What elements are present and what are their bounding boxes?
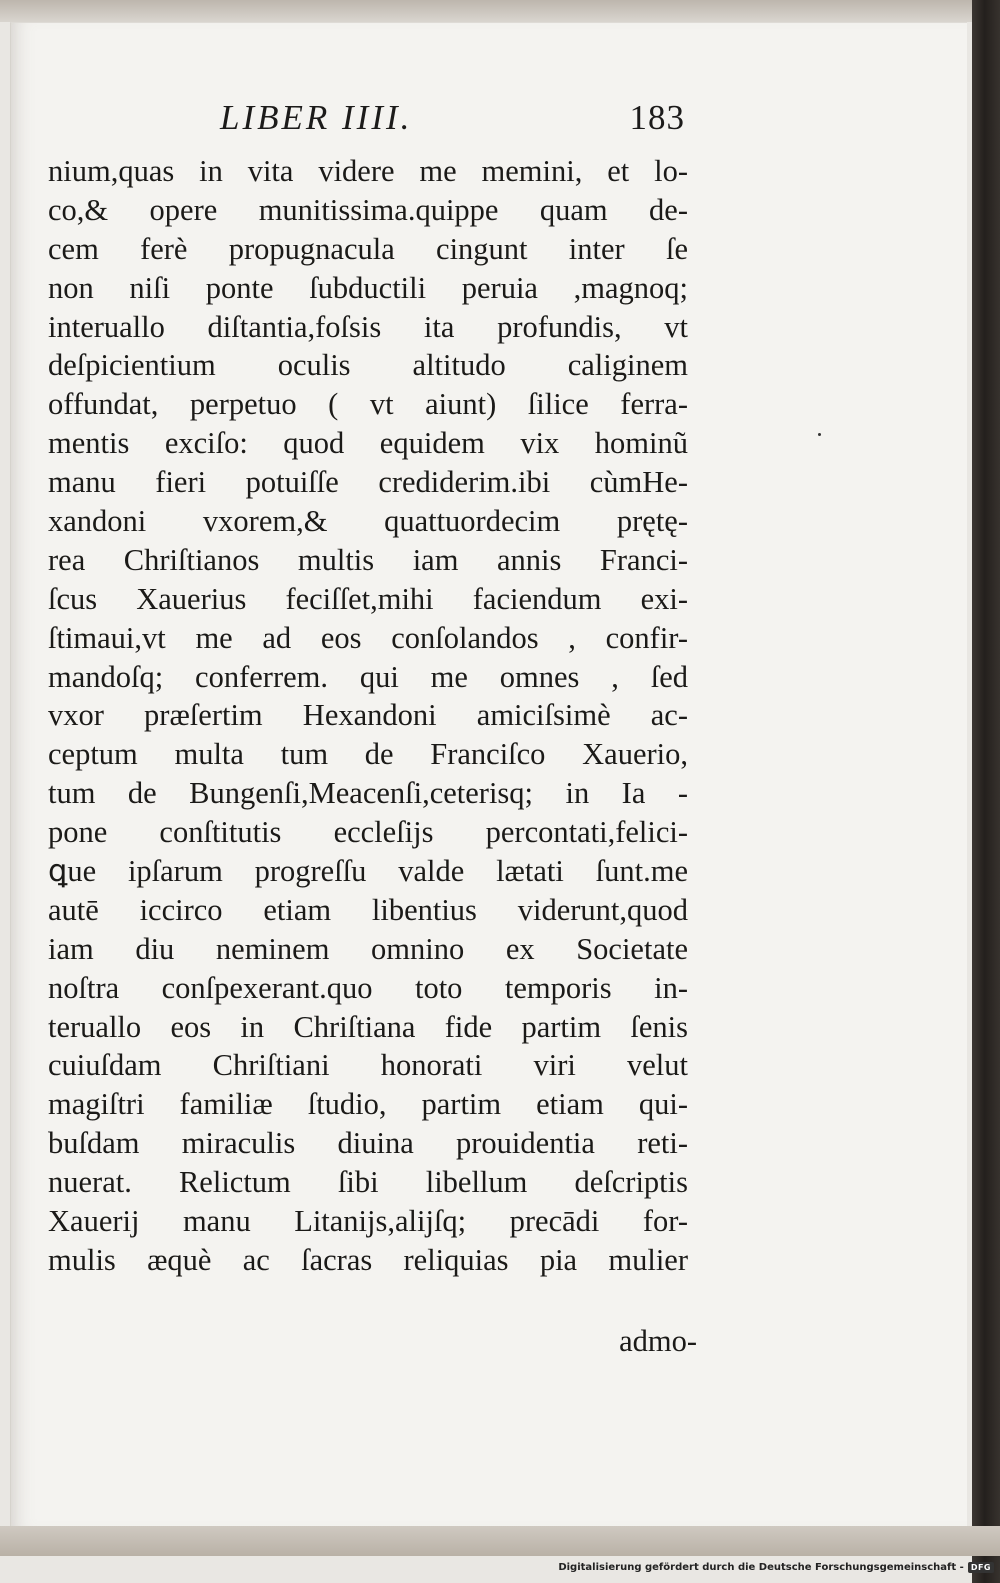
text-line: ſcus Xauerius feciſſet,mihi faciendum exi- xyxy=(48,581,688,616)
text-line: pone conſtitutis eccleſijs percontati,felici- xyxy=(48,815,688,850)
text-line: cem ferè propugnacula cingunt inter ſe xyxy=(48,231,688,266)
text-line: co,& opere munitissima.quippe quam de- xyxy=(48,192,688,227)
text-line: noſtra conſpexerant.quo toto temporis in- xyxy=(48,970,688,1005)
text-line: mulis æquè ac ſacras reliquias pia mulier xyxy=(48,1242,688,1277)
text-line: ꝗue ipſarum progreſſu valde lætati ſunt.me xyxy=(48,854,688,889)
text-line: xandoni vxorem,& quattuordecim prętę- xyxy=(48,504,688,539)
text-line: cuiuſdam Chriſtiani honorati viri velut xyxy=(48,1048,688,1083)
dfg-logo-icon: DFG xyxy=(968,1562,994,1573)
page-number: 183 xyxy=(629,98,685,137)
text-line: mandoſq; conferrem. qui me omnes , ſed xyxy=(48,659,688,694)
text-line: autē iccirco etiam libentius viderunt,quod xyxy=(48,892,688,927)
text-line: vxor præſertim Hexandoni amiciſsimè ac- xyxy=(48,698,688,733)
top-page-edge xyxy=(0,0,1000,22)
text-line: offundat, perpetuo ( vt aiunt) ſilice ferra- xyxy=(48,387,688,422)
digitization-footer xyxy=(558,1557,994,1577)
text-line: Xauerij manu Litanijs,alijſq; precādi for- xyxy=(48,1204,688,1239)
text-line: rea Chriſtianos multis iam annis Franci- xyxy=(48,542,688,577)
text-line: magiſtri familiæ ſtudio, partim etiam qui- xyxy=(48,1087,688,1122)
text-line: deſpicientium oculis altitudo caliginem xyxy=(48,348,688,383)
text-line: interuallo diſtantia,foſsis ita profundis, vt xyxy=(48,309,688,344)
text-line: ſtimaui,vt me ad eos conſolandos , confir- xyxy=(48,620,688,655)
text-line: mentis exciſo: quod equidem vix hominũ xyxy=(48,426,688,461)
text-line: tum de Bungenſi,Meacenſi,ceterisq; in Ia - xyxy=(48,776,688,811)
text-line: iam diu neminem omnino ex Societate xyxy=(48,931,688,966)
running-title: LIBER IIII. xyxy=(220,98,413,137)
text-line: nuerat. Relictum ſibi libellum deſcriptis xyxy=(48,1165,688,1200)
text-block xyxy=(48,152,688,1280)
book-binding xyxy=(972,0,1000,1583)
text-line: teruallo eos in Chriſtiana fide partim ſenis xyxy=(48,1009,688,1044)
text-line: manu fieri potuiſſe crediderim.ibi cùmHe- xyxy=(48,465,688,500)
text-line: buſdam miraculis diuina prouidentia reti- xyxy=(48,1126,688,1161)
bottom-page-edge xyxy=(0,1526,1000,1556)
running-head xyxy=(220,98,685,144)
text-line: non niſi ponte ſubductili peruia ,magnoq; xyxy=(48,270,688,305)
text-line: ceptum multa tum de Franciſco Xauerio, xyxy=(48,737,688,772)
footer-text: Digitalisierung gefördert durch die Deutsche Forschungsgemeinschaft - xyxy=(558,1561,964,1573)
text-line: nium,quas in vita videre me memini, et lo- xyxy=(48,154,688,188)
catchword: admo- xyxy=(619,1324,697,1358)
ink-speck xyxy=(818,433,821,436)
